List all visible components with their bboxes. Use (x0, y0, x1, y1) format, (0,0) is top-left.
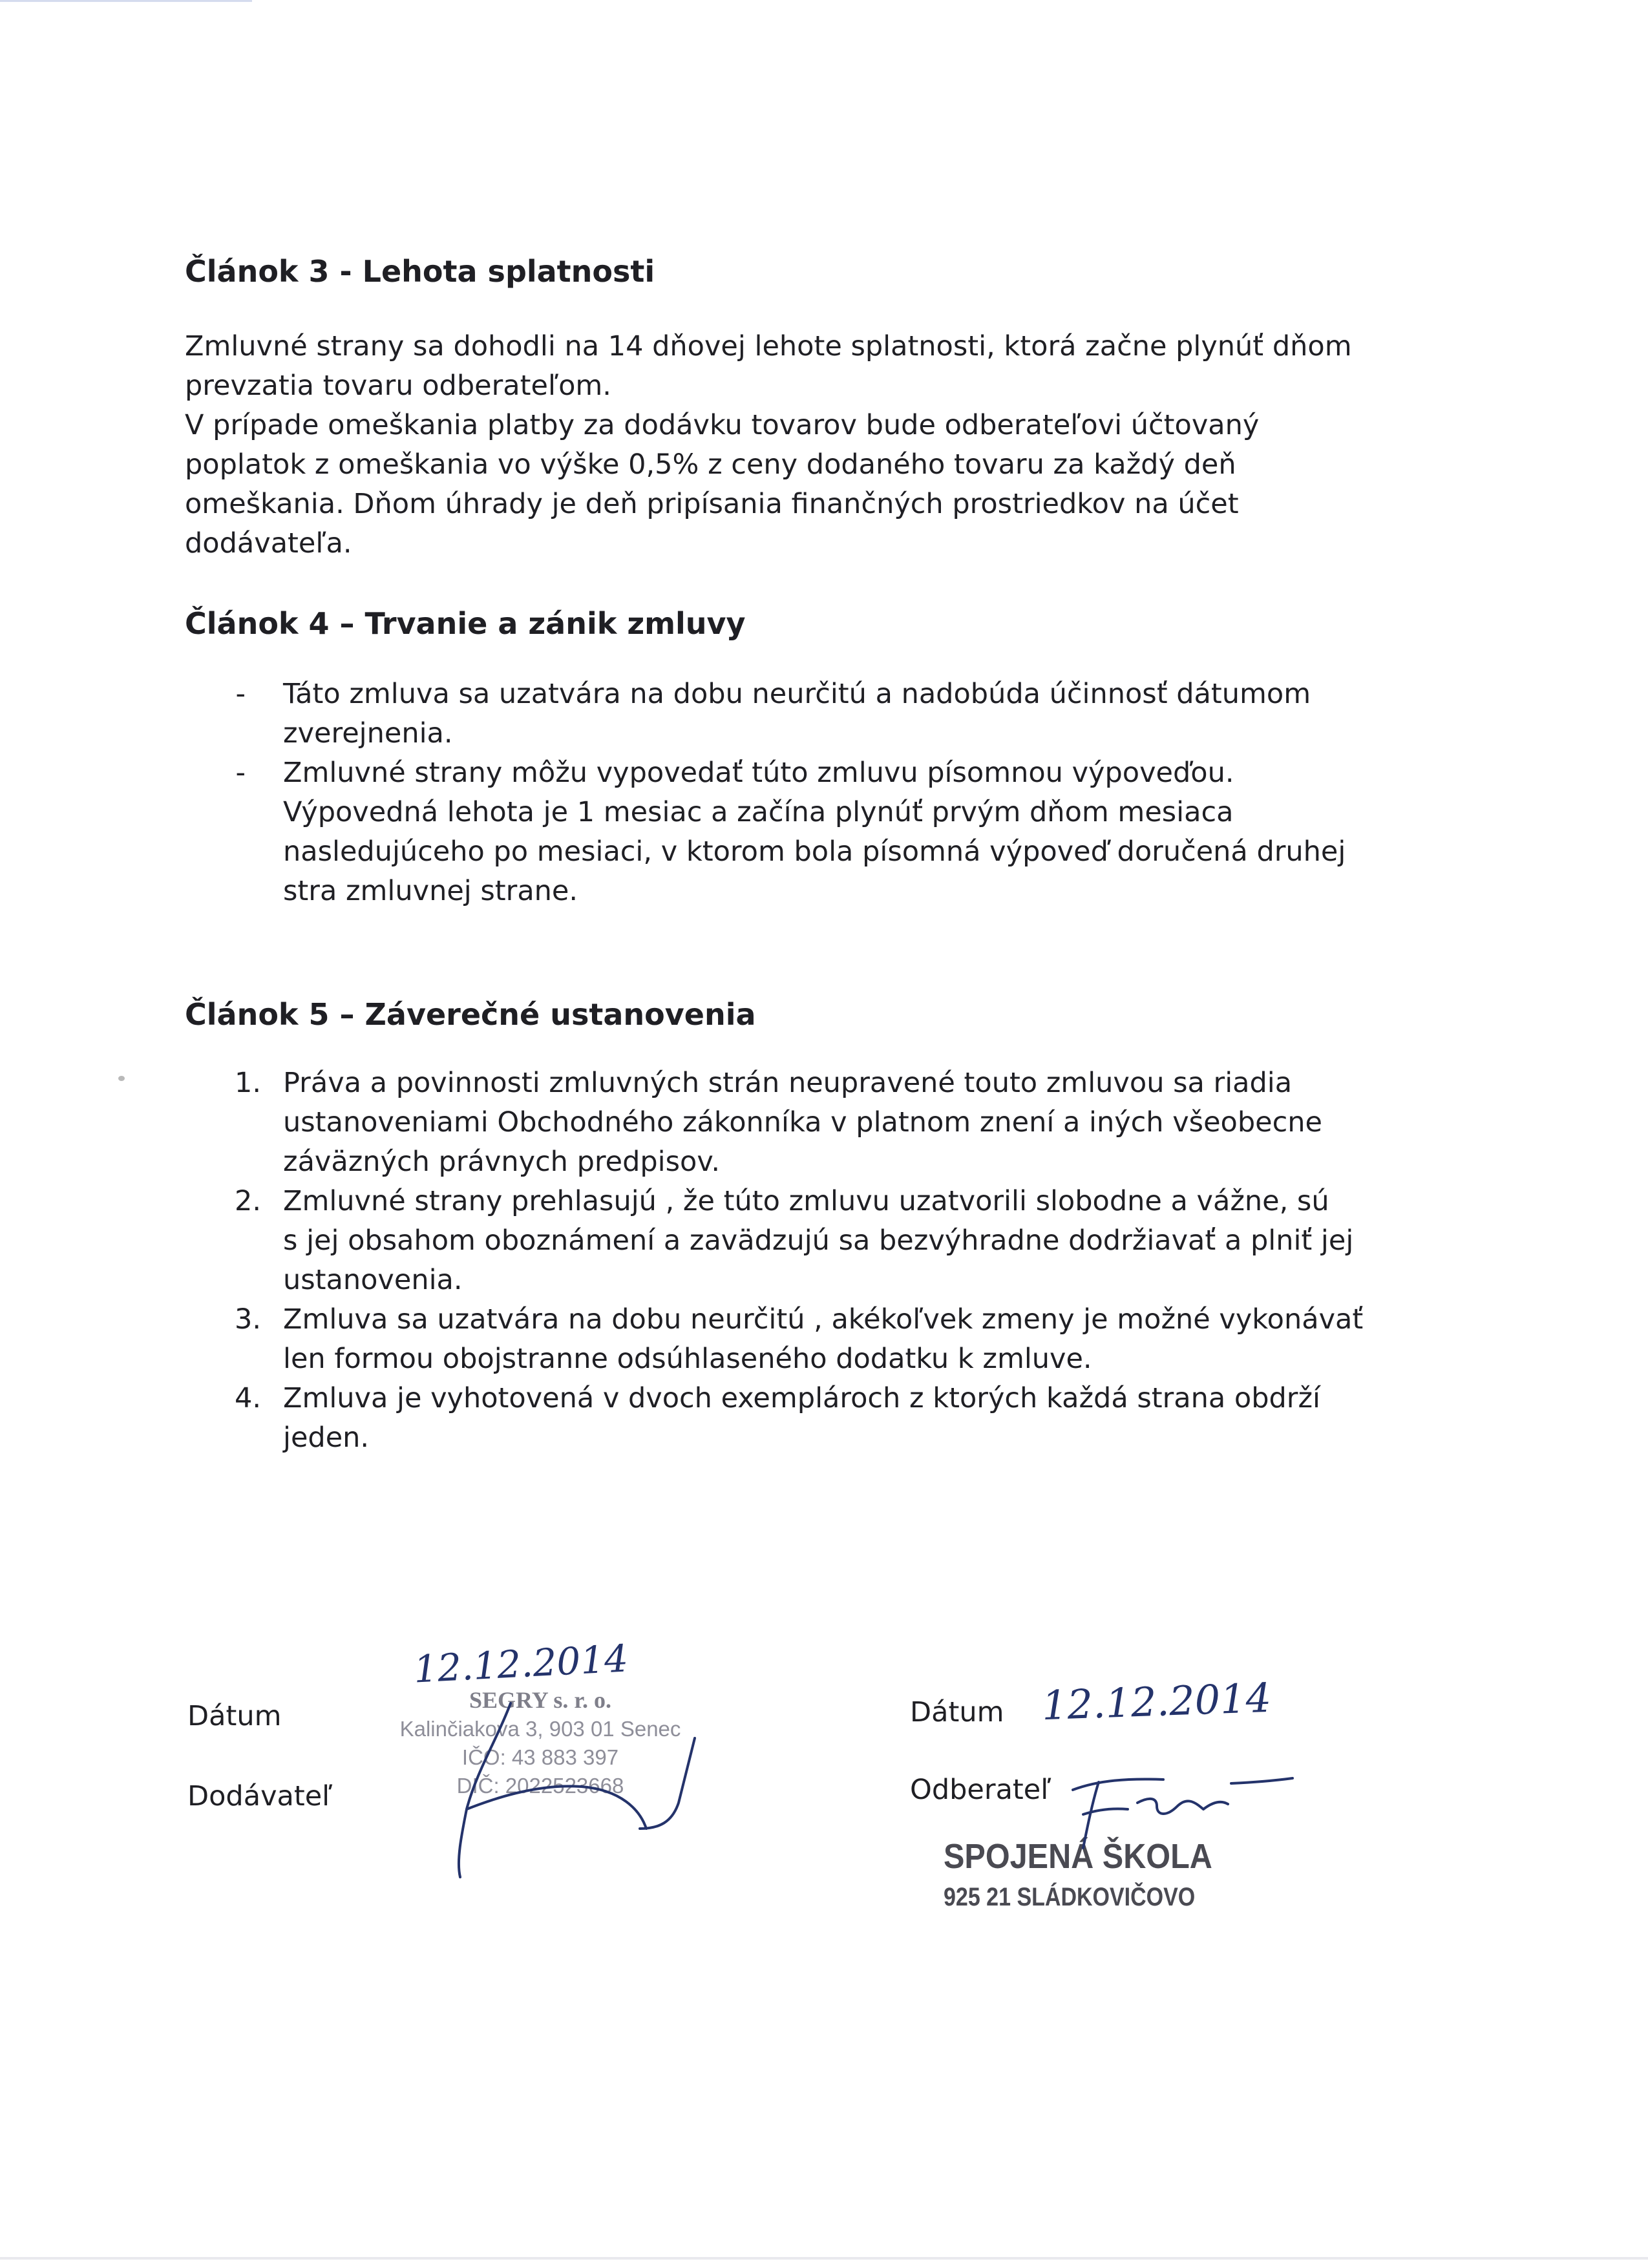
list-item-marker: 4. (234, 1382, 261, 1414)
scan-edge-bottom (0, 2257, 1648, 2260)
list-item (233, 1064, 1363, 1182)
supplier-stamp (354, 1685, 726, 1800)
supplier-stamp-address: Kalinčiakova 3, 903 01 Senec (399, 1717, 681, 1741)
list-item (233, 1182, 1363, 1300)
article-5-list (233, 1064, 1363, 1458)
supplier-date-label: Dátum (187, 1700, 282, 1732)
customer-handwritten-date: 12.12.2014 (1041, 1674, 1273, 1730)
list-item-text: Zmluva sa uzatvára na dobu neurčitú , akékoľvek zmeny je možné vykonávať len formou obojstranne odsúhlaseného dodatku k zmluve. (283, 1303, 1364, 1375)
article-4-list (233, 675, 1346, 911)
list-item-marker: 2. (234, 1185, 261, 1217)
list-item (233, 753, 1346, 911)
customer-date-label: Dátum (910, 1696, 1004, 1728)
list-item-text: Práva a povinnosti zmluvných strán neupravené touto zmluvou sa riadia ustanoveniami Obchodného zákonníka v platnom znení a iných všeobecne záväzných právnych predpisov. (283, 1067, 1322, 1178)
customer-stamp-name: SPOJENÁ ŠKOLA (944, 1837, 1212, 1876)
list-item-marker: 1. (234, 1067, 261, 1099)
scan-speck (118, 1076, 125, 1081)
article-3-heading: Článok 3 - Lehota splatnosti (185, 254, 655, 289)
supplier-stamp-ico: IČO: 43 883 397 (461, 1745, 619, 1769)
list-item-marker: - (235, 757, 246, 789)
supplier-stamp-dic: DIČ: 2022523668 (456, 1774, 624, 1798)
list-item-marker: 3. (234, 1303, 261, 1336)
supplier-stamp-name: SEGRY s. r. o. (469, 1687, 612, 1713)
supplier-role-label: Dodávateľ (187, 1780, 333, 1812)
customer-role-label: Odberateľ (910, 1774, 1051, 1806)
scan-edge-top (0, 0, 252, 2)
list-item-text: Táto zmluva sa uzatvára na dobu neurčitú a nadobúda účinnosť dátumom zverejnenia. (283, 678, 1311, 750)
list-item (233, 1300, 1363, 1379)
supplier-handwritten-date: 12.12.2014 (412, 1636, 629, 1692)
list-item (233, 675, 1346, 753)
article-3-paragraph: Zmluvné strany sa dohodli na 14 dňovej lehote splatnosti, ktorá začne plynúť dňom prevzatia tovaru odberateľom. V prípade omeškania platby za dodávku tovarov bude odberateľovi účtovaný poplatok z omeškania vo výške 0,5% z ceny dodaného tovaru za každý deň omeškania. Dňom úhrady je deň pripísania finančných prostriedkov na účet dodávateľa. (185, 330, 1352, 560)
list-item (233, 1379, 1363, 1458)
list-item-text: Zmluvné strany prehlasujú , že túto zmluvu uzatvorili slobodne a vážne, sú s jej obsahom oboznámení a zavädzujú sa bezvýhradne dodržiavať a plniť jej ustanovenia. (283, 1185, 1354, 1296)
customer-stamp-city: 925 21 SLÁDKOVIČOVO (944, 1883, 1196, 1911)
customer-stamp (944, 1834, 1242, 1915)
article-5-heading: Článok 5 – Záverečné ustanovenia (185, 997, 756, 1032)
list-item-text: Zmluva je vyhotovená v dvoch exemplároch z ktorých každá strana obdrží jeden. (283, 1382, 1321, 1454)
article-4-heading: Článok 4 – Trvanie a zánik zmluvy (185, 606, 746, 641)
list-item-text: Zmluvné strany môžu vypovedať túto zmluvu písomnou výpoveďou. Výpovedná lehota je 1 mesiac a začína plynúť prvým dňom mesiaca nasledujúceho po mesiaci, v ktorom bola písomná výpoveď doručená druhej stra zmluvnej strane. (283, 757, 1346, 907)
list-item-marker: - (235, 678, 246, 710)
